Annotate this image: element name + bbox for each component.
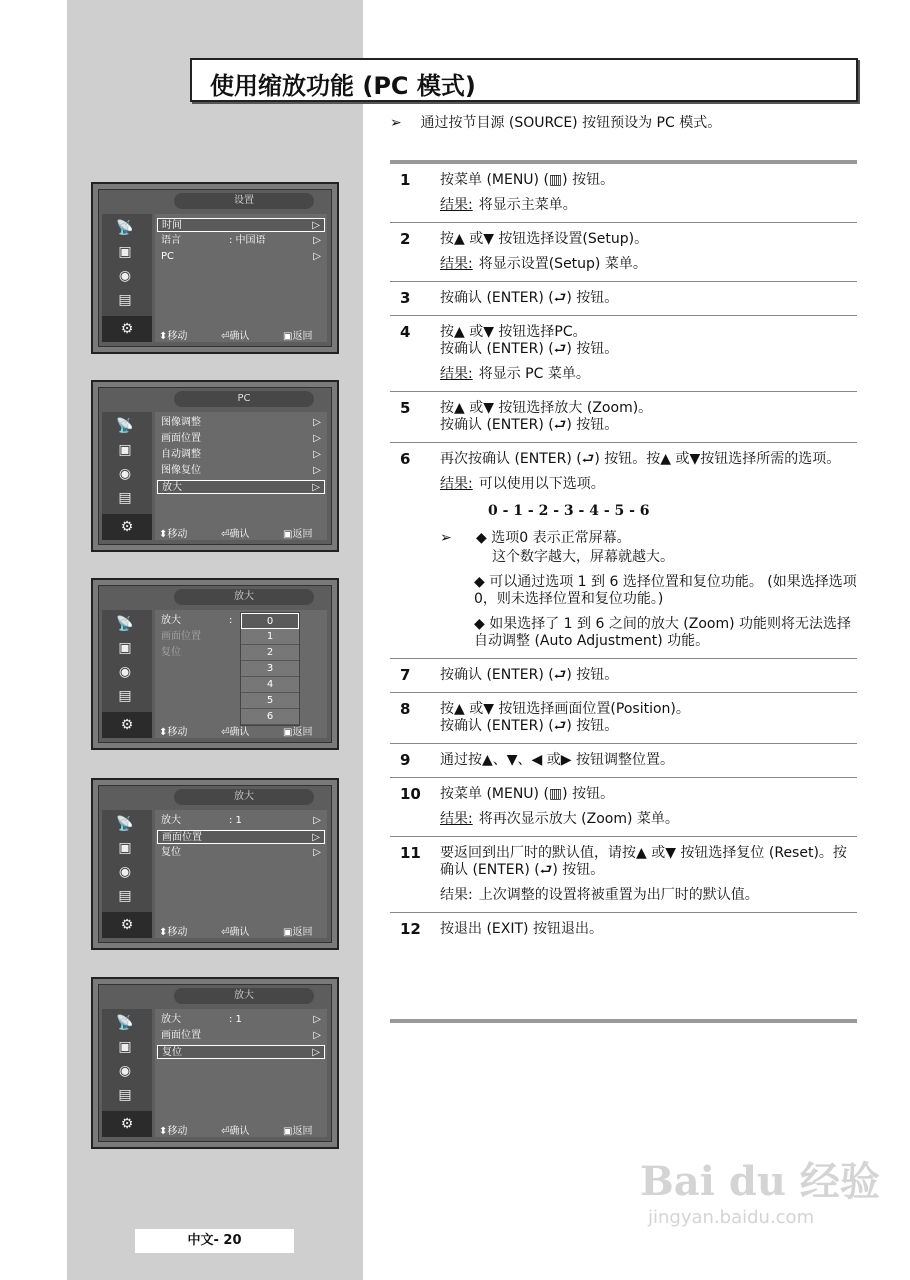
step-text: 按确认 (ENTER) (⮐) 按钮。 <box>440 341 619 357</box>
steps-list <box>390 164 857 946</box>
move-hint: ⬍移动 <box>159 927 188 938</box>
chevron-right-icon: ▷ <box>312 832 320 843</box>
osd-footer <box>155 926 327 940</box>
step-number: 1 <box>400 171 411 189</box>
step-result <box>440 197 857 214</box>
zoom-option: 5 <box>241 693 299 709</box>
move-hint: ⬍移动 <box>159 727 188 738</box>
result-label: 结果: <box>440 256 473 272</box>
result-text: 可以使用以下选项。 <box>478 476 605 492</box>
sound-icon: ◉ <box>118 466 132 482</box>
setup-icon: ⚙ <box>102 712 152 738</box>
step-number: 2 <box>400 230 411 248</box>
step-text: 按确认 (ENTER) (⮐) 按钮。 <box>440 667 619 683</box>
osd-row <box>157 846 325 860</box>
osd-row-label: PC <box>161 251 175 262</box>
back-hint: ▣返回 <box>283 727 313 738</box>
osd-icon-column <box>102 412 152 540</box>
zoom-option: 4 <box>241 677 299 693</box>
osd-title: 放大 <box>174 988 314 1004</box>
step-text: 按▲ 或▼ 按钮选择PC。 <box>440 324 587 340</box>
enter-hint: ⏎确认 <box>221 727 250 738</box>
osd-row-value: : 1 <box>229 815 242 826</box>
osd-row-label: 复位 <box>161 647 181 658</box>
osd-menu-1 <box>91 182 339 354</box>
osd-row-label: 放大 <box>161 615 181 626</box>
chevron-right-icon: ▷ <box>313 433 321 444</box>
step-7 <box>390 659 857 693</box>
zoom-options: 0 - 1 - 2 - 3 - 4 - 5 - 6 <box>488 503 650 519</box>
picture-icon: ▣ <box>118 244 132 260</box>
enter-hint: ⏎确认 <box>221 927 250 938</box>
setup-icon: ⚙ <box>102 316 152 342</box>
step-text: 按确认 (ENTER) (⮐) 按钮。 <box>440 290 619 306</box>
step-text: 按▲ 或▼ 按钮选择放大 (Zoom)。 <box>440 400 653 416</box>
step-12 <box>390 913 857 946</box>
step-4 <box>390 316 857 392</box>
osd-icon-column <box>102 214 152 342</box>
result-text: 将显示 PC 菜单。 <box>478 366 590 382</box>
osd-row-label: 复位 <box>161 847 181 858</box>
osd-row <box>157 464 325 478</box>
chevron-right-icon: ▷ <box>312 482 320 493</box>
osd-screen <box>98 189 332 347</box>
step-text: 按确认 (ENTER) (⮐) 按钮。 <box>440 718 619 734</box>
osd-content <box>155 810 327 938</box>
osd-footer <box>155 1125 327 1139</box>
step-number: 8 <box>400 700 411 718</box>
move-hint: ⬍移动 <box>159 1126 188 1137</box>
osd-menu-5 <box>91 977 339 1149</box>
osd-row-value: : <box>229 615 233 626</box>
chevron-right-icon: ▷ <box>313 1030 321 1041</box>
zoom-option-list <box>240 612 300 726</box>
bottom-rule <box>390 1019 857 1023</box>
watermark-logo: Bai du 经验 <box>640 1158 880 1205</box>
antenna-icon: 📡 <box>116 816 134 832</box>
step-text: 按确认 (ENTER) (⮐) 按钮。 <box>440 417 619 433</box>
step-number: 4 <box>400 323 411 341</box>
sound-icon: ◉ <box>118 664 132 680</box>
channel-icon: ▤ <box>118 688 132 704</box>
zoom-option: 2 <box>241 645 299 661</box>
step-10 <box>390 778 857 837</box>
channel-icon: ▤ <box>118 888 132 904</box>
step-text: 通过按▲、▼、◀ 或▶ 按钮调整位置。 <box>440 752 674 768</box>
result-text: 将再次显示放大 (Zoom) 菜单。 <box>478 811 679 827</box>
osd-row <box>157 234 325 248</box>
move-hint: ⬍移动 <box>159 529 188 540</box>
osd-row <box>157 250 325 264</box>
osd-row-label: 放大 <box>162 482 182 493</box>
osd-row-label: 自动调整 <box>161 449 201 460</box>
step-number: 9 <box>400 751 411 769</box>
picture-icon: ▣ <box>118 442 132 458</box>
chevron-right-icon: ▷ <box>312 220 320 231</box>
osd-row-label: 画面位置 <box>161 631 201 642</box>
osd-content <box>155 1009 327 1137</box>
page-title-box <box>190 58 858 102</box>
note-bullet: ◆ 选项0 表示正常屏幕。 <box>476 530 631 546</box>
note <box>440 530 857 566</box>
osd-row-label: 时间 <box>162 220 182 231</box>
channel-icon: ▤ <box>118 1087 132 1103</box>
result-text: 上次调整的设置将被重置为出厂时的默认值。 <box>478 887 759 903</box>
osd-menu-2 <box>91 380 339 552</box>
antenna-icon: 📡 <box>116 1015 134 1031</box>
osd-row <box>157 480 325 494</box>
step-result <box>440 476 857 493</box>
osd-row-value: : 1 <box>229 1014 242 1025</box>
back-hint: ▣返回 <box>283 331 313 342</box>
setup-icon: ⚙ <box>102 1111 152 1137</box>
step-number: 6 <box>400 450 411 468</box>
step-result <box>440 366 857 383</box>
back-hint: ▣返回 <box>283 927 313 938</box>
osd-title: 放大 <box>174 589 314 605</box>
chevron-right-icon: ▷ <box>313 235 321 246</box>
step-result <box>440 256 857 273</box>
osd-row <box>157 1013 325 1027</box>
step-text: 按▲ 或▼ 按钮选择设置(Setup)。 <box>440 231 649 247</box>
enter-hint: ⏎确认 <box>221 331 250 342</box>
step-8 <box>390 693 857 744</box>
osd-row-label: 图像复位 <box>161 465 201 476</box>
osd-content <box>155 412 327 540</box>
step-result <box>440 887 857 904</box>
channel-icon: ▤ <box>118 292 132 308</box>
osd-icon-column <box>102 610 152 738</box>
step-11 <box>390 837 857 913</box>
sound-icon: ◉ <box>118 268 132 284</box>
osd-row <box>157 432 325 446</box>
osd-icon-column <box>102 810 152 938</box>
osd-row <box>157 416 325 430</box>
chevron-right-icon: ▷ <box>313 815 321 826</box>
step-text: 按菜单 (MENU) (▥) 按钮。 <box>440 172 615 188</box>
result-label: 结果: <box>440 366 473 382</box>
back-hint: ▣返回 <box>283 529 313 540</box>
arrow-icon: ➢ <box>390 115 402 131</box>
chevron-right-icon: ▷ <box>313 847 321 858</box>
step-result <box>440 811 857 828</box>
step-5 <box>390 392 857 443</box>
intro-text: 通过按节目源 (SOURCE) 按钮预设为 PC 模式。 <box>420 115 722 131</box>
result-text: 将显示主菜单。 <box>478 197 577 213</box>
note-bullet: 这个数字越大，屏幕就越大。 <box>492 549 674 565</box>
chevron-right-icon: ▷ <box>313 251 321 262</box>
page-title: 使用缩放功能 (PC 模式) <box>210 72 476 100</box>
result-label: 结果: <box>440 476 473 492</box>
antenna-icon: 📡 <box>116 418 134 434</box>
osd-screen <box>98 585 332 743</box>
osd-row-label: 画面位置 <box>161 1030 201 1041</box>
watermark <box>640 1150 880 1228</box>
osd-footer <box>155 726 327 740</box>
enter-hint: ⏎确认 <box>221 529 250 540</box>
note-sub-bullet: ◆ 可以通过选项 1 到 6 选择位置和复位功能。 (如果选择选项 0，则未选择位置和复位功能。) <box>474 574 857 607</box>
setup-icon: ⚙ <box>102 912 152 938</box>
chevron-right-icon: ▷ <box>313 465 321 476</box>
step-9 <box>390 744 857 778</box>
step-text: 再次按确认 (ENTER) (⮐) 按钮。按▲ 或▼按钮选择所需的选项。 <box>440 451 841 467</box>
osd-menu-4 <box>91 778 339 950</box>
osd-footer <box>155 330 327 344</box>
result-text: 将显示设置(Setup) 菜单。 <box>478 256 647 272</box>
osd-row <box>157 218 325 232</box>
result-label: 结果: <box>440 197 473 213</box>
move-hint: ⬍移动 <box>159 331 188 342</box>
osd-row-label: 复位 <box>162 1047 182 1058</box>
result-label: 结果: <box>440 811 473 827</box>
osd-row-label: 放大 <box>161 815 181 826</box>
step-1 <box>390 164 857 223</box>
osd-row-label: 画面位置 <box>162 832 202 843</box>
osd-row-value: : 中国语 <box>229 235 266 246</box>
osd-row <box>157 448 325 462</box>
step-3 <box>390 282 857 316</box>
watermark-url: jingyan.baidu.com <box>648 1207 815 1228</box>
osd-icon-column <box>102 1009 152 1137</box>
intro-note <box>390 112 721 132</box>
osd-row <box>157 814 325 828</box>
picture-icon: ▣ <box>118 1039 132 1055</box>
osd-footer <box>155 528 327 542</box>
step-number: 12 <box>400 920 421 938</box>
back-hint: ▣返回 <box>283 1126 313 1137</box>
osd-row-label: 语言 <box>161 235 181 246</box>
osd-content <box>155 214 327 342</box>
setup-icon: ⚙ <box>102 514 152 540</box>
osd-screen <box>98 387 332 545</box>
step-text: 按▲ 或▼ 按钮选择画面位置(Position)。 <box>440 701 690 717</box>
page-number: 中文- 20 <box>135 1229 294 1253</box>
step-number: 11 <box>400 844 421 862</box>
step-text: 按退出 (EXIT) 按钮退出。 <box>440 921 603 937</box>
step-text: 按菜单 (MENU) (▥) 按钮。 <box>440 786 615 802</box>
chevron-right-icon: ▷ <box>313 417 321 428</box>
arrow-icon: ➢ <box>440 530 452 546</box>
osd-screen <box>98 785 332 943</box>
osd-title: 放大 <box>174 789 314 805</box>
zoom-option: 1 <box>241 629 299 645</box>
step-2 <box>390 223 857 282</box>
osd-screen <box>98 984 332 1142</box>
step-text: 要返回到出厂时的默认值，请按▲ 或▼ 按钮选择复位 (Reset)。按确认 (ENTER) (⮐) 按钮。 <box>440 845 847 878</box>
osd-row <box>157 830 325 844</box>
zoom-option: 0 <box>241 613 299 629</box>
sound-icon: ◉ <box>118 1063 132 1079</box>
antenna-icon: 📡 <box>116 616 134 632</box>
osd-menu-3 <box>91 578 339 750</box>
step-number: 5 <box>400 399 411 417</box>
sound-icon: ◉ <box>118 864 132 880</box>
osd-row-label: 放大 <box>161 1014 181 1025</box>
zoom-option: 3 <box>241 661 299 677</box>
chevron-right-icon: ▷ <box>313 1014 321 1025</box>
step-number: 3 <box>400 289 411 307</box>
osd-row <box>157 1029 325 1043</box>
zoom-option: 6 <box>241 709 299 725</box>
result-label: 结果: <box>440 887 473 903</box>
osd-content <box>155 610 327 738</box>
chevron-right-icon: ▷ <box>312 1047 320 1058</box>
step-number: 7 <box>400 666 411 684</box>
picture-icon: ▣ <box>118 640 132 656</box>
note-sub-bullet: ◆ 如果选择了 1 到 6 之间的放大 (Zoom) 功能则将无法选择自动调整 (Auto Adjustment) 功能。 <box>474 616 852 649</box>
picture-icon: ▣ <box>118 840 132 856</box>
enter-hint: ⏎确认 <box>221 1126 250 1137</box>
step-6 <box>390 443 857 659</box>
antenna-icon: 📡 <box>116 220 134 236</box>
osd-title: 设置 <box>174 193 314 209</box>
chevron-right-icon: ▷ <box>313 449 321 460</box>
osd-row <box>157 1045 325 1059</box>
channel-icon: ▤ <box>118 490 132 506</box>
osd-row-label: 图像调整 <box>161 417 201 428</box>
osd-title: PC <box>174 391 314 407</box>
osd-row-label: 画面位置 <box>161 433 201 444</box>
step-number: 10 <box>400 785 421 803</box>
